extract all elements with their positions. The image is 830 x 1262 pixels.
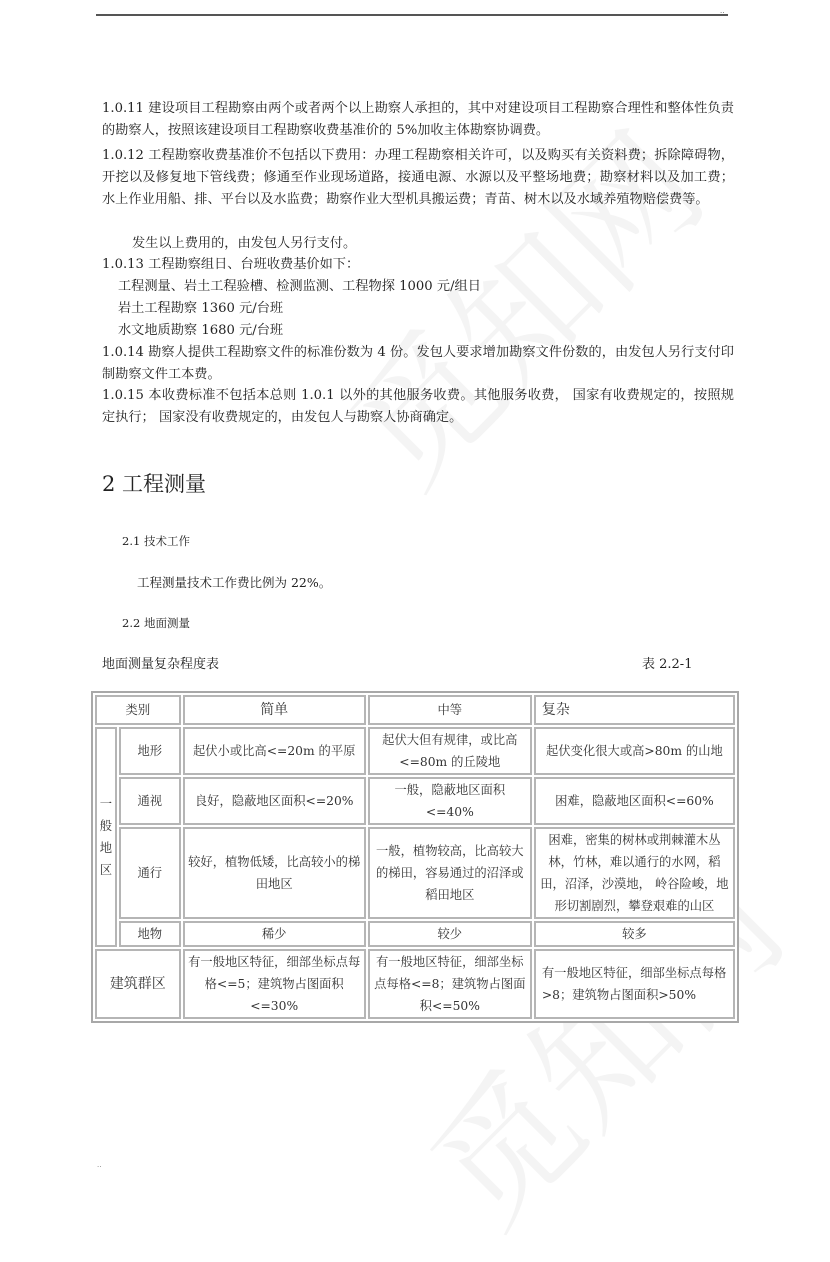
cell-simple: 有一般地区特征，细部坐标点每格<=5；建筑物占图面积<=30% xyxy=(183,949,366,1019)
table-caption: 地面测量复杂程度表 xyxy=(102,657,220,672)
page-footer-mark: .. xyxy=(97,1160,102,1169)
clause-1-0-15: 1.0.15 本收费标准不包括本总则 1.0.1 以外的其他服务收费。其他服务收费， 国家有收费规定的，按照规定执行； 国家没有收费规定的，由发包人与勘察人协商确定。 xyxy=(102,388,734,425)
cell-complex: 困难，隐蔽地区面积<=60% xyxy=(534,777,735,825)
table-number: 表 2.2-1 xyxy=(642,657,693,672)
table-row xyxy=(95,921,735,947)
cell-simple: 良好，隐蔽地区面积<=20% xyxy=(183,777,366,825)
table-row xyxy=(95,777,735,825)
row-category: 通行 xyxy=(119,827,181,919)
row-category: 通视 xyxy=(119,777,181,825)
rate-item: 工程测量、岩土工程验槽、检测监测、工程物探 1000 元/组日 xyxy=(118,279,481,294)
section-2-1-heading: 2.1 技术工作 xyxy=(122,534,190,548)
chapter-title: 2 工程测量 xyxy=(102,472,207,496)
cell-simple: 较好，植物低矮，比高较小的梯田地区 xyxy=(183,827,366,919)
row-category: 地物 xyxy=(119,921,181,947)
cell-medium: 较少 xyxy=(368,921,532,947)
table-row xyxy=(95,827,735,919)
cell-complex: 困难，密集的树林或荆棘灌木丛林，竹林，难以通行的水网，稻田，沼泽，沙漠地， 岭谷险峻，地形切割剧烈，攀登艰难的山区 xyxy=(534,827,735,919)
cell-complex: 有一般地区特征，细部坐标点每格>8；建筑物占图面积>50% xyxy=(534,949,735,1019)
general-area-label: 一 般 地 区 xyxy=(95,727,117,947)
header-category: 类别 xyxy=(95,695,181,725)
row-category: 地形 xyxy=(119,727,181,775)
table-header-row xyxy=(95,695,735,725)
terrain-complexity-table xyxy=(91,691,739,1023)
cell-simple: 稀少 xyxy=(183,921,366,947)
clause-1-0-12: 1.0.12 工程勘察收费基准价不包括以下费用：办理工程勘察相关许可，以及购买有关资料费；拆除障碍物，开挖以及修复地下管线费；修通至作业现场道路，接通电源、水源以及平整场地费；勘察材料以及加工费；水上作业用船、排、平台以及水监费；勘察作业大型机具搬运费；青苗、树木以及水域养殖物赔偿费等。 xyxy=(102,148,734,207)
header-medium: 中等 xyxy=(368,695,532,725)
rate-item: 水文地质勘察 1680 元/台班 xyxy=(118,323,284,338)
header-simple: 简单 xyxy=(183,695,366,725)
section-2-1-text: 工程测量技术工作费比例为 22%。 xyxy=(137,575,332,590)
clause-1-0-14: 1.0.14 勘察人提供工程勘察文件的标准份数为 4 份。发包人要求增加勘察文件份数的，由发包人另行支付印制勘察文件工本费。 xyxy=(102,345,734,382)
cell-medium: 有一般地区特征，细部坐标点每格<=8；建筑物占图面积<=50% xyxy=(368,949,532,1019)
table-row-building xyxy=(95,949,735,1019)
cell-medium: 一般，植物较高，比高较大的梯田，容易通过的沼泽或稻田地区 xyxy=(368,827,532,919)
clause-1-0-11: 1.0.11 建设项目工程勘察由两个或者两个以上勘察人承担的，其中对建设项目工程勘察合理性和整体性负责的勘察人，按照该建设项目工程勘察收费基准价的 5%加收主体勘察协调费。 xyxy=(102,101,734,138)
header-complex: 复杂 xyxy=(534,695,735,725)
row-category: 建筑群区 xyxy=(95,949,181,1019)
clause-1-0-13: 1.0.13 工程勘察组日、台班收费基价如下： xyxy=(102,257,360,272)
section-2-2-heading: 2.2 地面测量 xyxy=(122,616,190,630)
cell-medium: 起伏大但有规律，或比高<=80m 的丘陵地 xyxy=(368,727,532,775)
table-row xyxy=(95,727,735,775)
cell-complex: 起伏变化很大或高>80m 的山地 xyxy=(534,727,735,775)
page-header-rule xyxy=(96,14,728,16)
clause-1-0-12-note: 发生以上费用的，由发包人另行支付。 xyxy=(132,236,357,251)
page-header-mark: .. xyxy=(720,6,725,15)
cell-simple: 起伏小或比高<=20m 的平原 xyxy=(183,727,366,775)
cell-complex: 较多 xyxy=(534,921,735,947)
rate-item: 岩土工程勘察 1360 元/台班 xyxy=(118,301,284,316)
cell-medium: 一般，隐蔽地区面积<=40% xyxy=(368,777,532,825)
